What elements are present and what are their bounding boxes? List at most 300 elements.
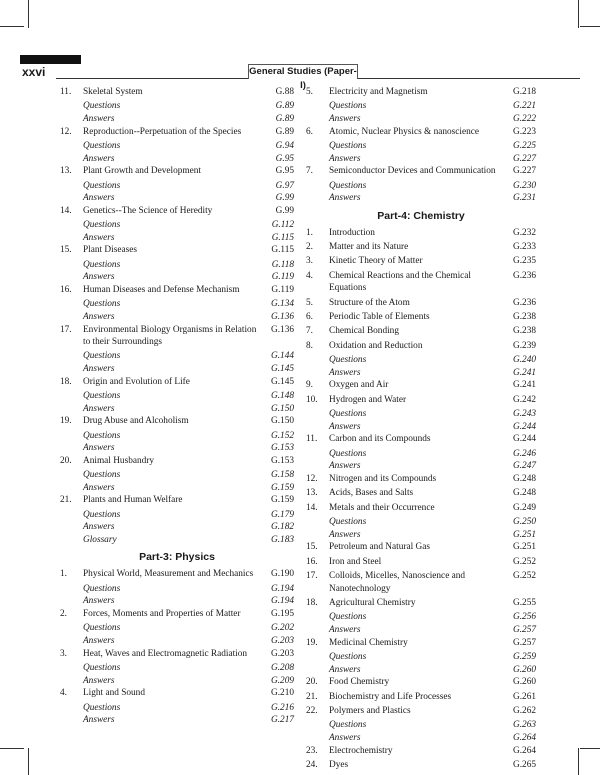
page-ref: G.223 — [513, 126, 536, 137]
chapter-title: Origin and Evolution of Life — [83, 376, 190, 387]
subentry-label: Answers — [329, 367, 361, 378]
chapter-number: 10. — [306, 394, 318, 405]
chapter-title: Hydrogen and Water — [329, 394, 407, 405]
toc-subentry[interactable] — [306, 448, 536, 460]
subentry-label: Questions — [83, 583, 121, 594]
chapter-title: Heat, Waves and Electromagnetic Radiation — [83, 648, 248, 659]
chapter-title: Metals and their Occurrence — [329, 502, 435, 513]
subentry-label: Questions — [329, 409, 367, 420]
toc-entry[interactable] — [60, 687, 294, 699]
subentry-label: Questions — [83, 509, 121, 520]
toc-entry[interactable] — [60, 455, 294, 467]
subentry-label: Questions — [83, 470, 121, 481]
page-ref: G.88 — [275, 87, 294, 97]
page-ref: G.134 — [271, 299, 294, 310]
page-ref: G.251 — [513, 542, 536, 553]
chapter-number: 3. — [60, 648, 67, 659]
toc-entry[interactable] — [306, 255, 536, 267]
subentry-label: Answers — [329, 461, 361, 472]
toc-subentry[interactable] — [60, 714, 294, 726]
toc-entry[interactable] — [306, 86, 536, 98]
subentry-label: Answers — [83, 272, 115, 283]
page-ref: G.227 — [513, 166, 536, 177]
page-ref: G.242 — [513, 394, 536, 405]
chapter-title: Drug Abuse and Alcoholism — [83, 416, 189, 427]
page-ref: G.119 — [271, 284, 294, 295]
toc-subentry[interactable] — [60, 140, 294, 152]
chapter-title: Human Diseases and Defense Mechanism — [83, 284, 240, 295]
chapter-title: Skeletal System — [83, 87, 143, 97]
chapter-title: Periodic Table of Elements — [329, 312, 430, 323]
section-heading-physics: Part-3: Physics — [139, 551, 215, 564]
toc-subentry[interactable] — [306, 421, 536, 433]
subentry-label: Answers — [329, 153, 361, 164]
page-ref: G.255 — [513, 598, 536, 609]
chapter-number: 24. — [306, 760, 318, 771]
chapter-title: Iron and Steel — [329, 556, 382, 567]
toc-entry[interactable] — [60, 284, 294, 296]
page-ref: G.202 — [271, 623, 294, 634]
page-ref: G.248 — [513, 488, 536, 499]
toc-subentry[interactable] — [60, 271, 294, 283]
chapter-number: 8. — [306, 340, 313, 351]
toc-entry[interactable] — [306, 227, 536, 239]
toc-entry[interactable] — [306, 165, 536, 177]
toc-entry[interactable] — [306, 676, 536, 688]
subentry-label: Answers — [83, 443, 115, 454]
page-ref: G.259 — [513, 652, 536, 663]
toc-subentry[interactable] — [306, 460, 536, 472]
chapter-number: 7. — [306, 166, 313, 177]
subentry-label: Answers — [83, 403, 115, 414]
toc-subentry[interactable] — [306, 192, 536, 204]
page-number: xxvi — [22, 65, 46, 79]
page-ref: G.153 — [271, 443, 294, 454]
toc-entry[interactable] — [60, 415, 294, 427]
toc-entry[interactable] — [306, 394, 536, 406]
toc-subentry[interactable] — [60, 298, 294, 310]
subentry-label: Questions — [83, 623, 121, 634]
section-heading-chemistry: Part-4: Chemistry — [377, 209, 465, 222]
page-ref: G.148 — [271, 390, 294, 401]
toc-subentry[interactable] — [60, 482, 294, 494]
chapter-title: Structure of the Atom — [329, 297, 410, 308]
page-ref: G.257 — [513, 637, 536, 648]
toc-subentry[interactable] — [60, 113, 294, 125]
chapter-title: Acids, Bases and Salts — [329, 488, 414, 499]
chapter-title: Biochemistry and Life Processes — [329, 691, 452, 702]
toc-entry[interactable] — [60, 126, 294, 138]
chapter-title: Plants and Human Welfare — [83, 495, 183, 506]
toc-subentry[interactable] — [306, 140, 536, 152]
chapter-number: 6. — [306, 126, 313, 137]
page-ref: G.261 — [513, 691, 536, 702]
page-ref: G.225 — [513, 141, 536, 151]
page-ref: G.231 — [513, 193, 536, 204]
toc-subentry[interactable] — [60, 403, 294, 415]
toc-entry[interactable] — [306, 691, 536, 703]
subentry-label: Glossary — [83, 534, 117, 545]
page-ref: G.89 — [275, 101, 294, 112]
subentry-label: Answers — [83, 232, 115, 243]
page-ref: G.209 — [271, 675, 294, 686]
toc-subentry[interactable] — [60, 662, 294, 674]
chapter-number: 7. — [306, 326, 313, 337]
page-ref: G.150 — [271, 403, 294, 414]
chapter-title: Chemical Reactions and the Chemical Equations — [329, 270, 471, 294]
subentry-label: Questions — [83, 390, 121, 401]
subentry-label: Answers — [83, 193, 115, 204]
toc-entry[interactable] — [306, 241, 536, 253]
chapter-number: 5. — [306, 297, 313, 308]
crop-mark — [580, 748, 600, 749]
page-ref: G.216 — [271, 702, 294, 713]
subentry-label: Answers — [83, 675, 115, 686]
page-ref: G.136 — [271, 311, 294, 322]
page-ref: G.152 — [271, 430, 294, 441]
page-ref: G.256 — [513, 612, 536, 623]
chapter-number: 9. — [306, 380, 313, 391]
toc-entry[interactable] — [306, 473, 536, 485]
chapter-number: 14. — [60, 205, 72, 216]
chapter-number: 2. — [60, 608, 67, 619]
chapter-number: 4. — [60, 688, 67, 699]
crop-mark — [578, 748, 579, 775]
chapter-number: 19. — [306, 637, 318, 648]
subentry-label: Answers — [83, 311, 115, 322]
toc-entry[interactable] — [60, 324, 294, 349]
page-ref: G.265 — [513, 760, 536, 771]
subentry-label: Questions — [83, 180, 121, 191]
toc-entry[interactable] — [60, 86, 294, 98]
page-ref: G.252 — [513, 571, 536, 582]
page-ref: G.246 — [513, 448, 536, 459]
toc-entry[interactable] — [60, 648, 294, 660]
toc-subentry[interactable] — [306, 516, 536, 528]
page-ref: G.195 — [271, 608, 294, 619]
chapter-title: Forces, Moments and Properties of Matter — [83, 608, 241, 619]
page-ref: G.222 — [513, 114, 536, 124]
page-ref: G.150 — [271, 416, 294, 427]
toc-subentry[interactable] — [60, 180, 294, 192]
page-ref: G.182 — [271, 522, 294, 533]
subentry-label: Questions — [83, 662, 121, 673]
page-ref: G.153 — [271, 455, 294, 466]
chapter-title: Reproduction--Perpetuation of the Species — [83, 126, 242, 137]
chapter-title: Plant Growth and Development — [83, 166, 201, 177]
page-ref: G.240 — [513, 355, 536, 366]
toc-right-column — [306, 86, 536, 773]
toc-left-column — [60, 86, 294, 727]
subentry-label: Answers — [83, 596, 115, 607]
chapter-title: Introduction — [329, 227, 375, 238]
toc-subentry[interactable] — [306, 113, 536, 125]
toc-entry[interactable] — [60, 205, 294, 217]
toc-subentry[interactable] — [60, 100, 294, 112]
page-ref: G.136 — [271, 324, 294, 335]
toc-subentry[interactable] — [60, 595, 294, 607]
toc-entry[interactable] — [60, 568, 294, 580]
page-ref: G.230 — [513, 180, 536, 191]
chapter-number: 11. — [306, 434, 318, 445]
page-ref: G.232 — [513, 227, 536, 238]
toc-entry[interactable] — [60, 376, 294, 388]
chapter-number: 6. — [306, 312, 313, 323]
toc-subentry[interactable] — [306, 611, 536, 623]
toc-subentry[interactable] — [306, 664, 536, 676]
page-ref: G.252 — [513, 556, 536, 567]
chapter-title: Light and Sound — [83, 688, 145, 699]
toc-entry[interactable] — [60, 165, 294, 177]
chapter-title: Oxygen and Air — [329, 380, 389, 391]
page-ref: G.94 — [275, 141, 294, 151]
page-ref: G.210 — [271, 688, 294, 699]
page-ref: G.158 — [271, 470, 294, 481]
chapter-title: Physical World, Measurement and Mechanics — [83, 569, 254, 580]
toc-subentry[interactable] — [60, 219, 294, 231]
chapter-number: 13. — [60, 166, 72, 177]
chapter-number: 21. — [306, 691, 318, 702]
subentry-label: Questions — [329, 141, 367, 151]
subentry-label: Questions — [329, 355, 367, 366]
toc-subentry[interactable] — [60, 622, 294, 634]
toc-subentry[interactable] — [306, 529, 536, 541]
toc-subentry[interactable] — [306, 624, 536, 636]
toc-subentry[interactable] — [60, 363, 294, 375]
page-ref: G.257 — [513, 625, 536, 636]
toc-entry[interactable] — [306, 270, 536, 295]
toc-entry[interactable] — [306, 297, 536, 309]
toc-subentry[interactable] — [306, 367, 536, 379]
chapter-number: 17. — [306, 571, 318, 582]
page-ref: G.194 — [271, 583, 294, 594]
toc-subentry[interactable] — [306, 354, 536, 366]
toc-subentry[interactable] — [60, 153, 294, 165]
toc-entry[interactable] — [306, 325, 536, 337]
toc-subentry[interactable] — [306, 651, 536, 663]
page-ref: G.119 — [271, 272, 294, 283]
chapter-title: Petroleum and Natural Gas — [329, 542, 430, 553]
toc-entry[interactable] — [60, 608, 294, 620]
chapter-number: 15. — [306, 542, 318, 553]
subentry-label: Questions — [329, 517, 367, 528]
subentry-label: Questions — [329, 652, 367, 663]
toc-entry[interactable] — [306, 340, 536, 352]
toc-entry[interactable] — [306, 570, 536, 595]
chapter-number: 19. — [60, 416, 72, 427]
page-ref: G.264 — [513, 733, 536, 744]
toc-entry[interactable] — [306, 379, 536, 391]
page-ref: G.144 — [271, 351, 294, 362]
subentry-label: Questions — [83, 299, 121, 310]
toc-subentry[interactable] — [60, 702, 294, 714]
chapter-number: 12. — [60, 126, 72, 137]
page-ref: G.236 — [513, 270, 536, 281]
page-ref: G.263 — [513, 720, 536, 731]
page-ref: G.262 — [513, 706, 536, 717]
page-ref: G.115 — [271, 232, 294, 243]
toc-subentry[interactable] — [60, 635, 294, 647]
chapter-number: 2. — [306, 242, 313, 252]
chapter-title: Genetics--The Science of Heredity — [83, 205, 213, 216]
page-ref: G.208 — [271, 662, 294, 673]
page-ref: G.260 — [513, 664, 536, 675]
chapter-title: Atomic, Nuclear Physics & nanoscience — [329, 126, 479, 137]
subentry-label: Answers — [83, 363, 115, 374]
page-ref: G.264 — [513, 745, 536, 756]
chapter-number: 1. — [306, 227, 313, 238]
toc-entry[interactable] — [306, 541, 536, 553]
subentry-label: Answers — [83, 482, 115, 493]
page-ref: G.249 — [513, 502, 536, 513]
chapter-number: 1. — [60, 569, 67, 580]
toc-subentry[interactable] — [306, 100, 536, 112]
subentry-label: Questions — [83, 430, 121, 441]
toc-subentry[interactable] — [60, 232, 294, 244]
page-ref: G.238 — [513, 312, 536, 323]
toc-subentry[interactable] — [306, 719, 536, 731]
chapter-number: 14. — [306, 502, 318, 513]
subentry-label: Questions — [329, 612, 367, 623]
chapter-title: Chemical Bonding — [329, 326, 399, 337]
crop-mark — [0, 748, 24, 749]
crop-mark — [28, 748, 29, 775]
page-ref: G.159 — [271, 495, 294, 506]
page-ref: G.247 — [513, 461, 536, 472]
page-ref: G.97 — [275, 180, 294, 191]
subentry-label: Questions — [83, 101, 121, 112]
toc-entry[interactable] — [306, 126, 536, 138]
toc-entry[interactable] — [306, 745, 536, 757]
page-ref: G.217 — [271, 715, 294, 726]
chapter-number: 12. — [306, 474, 318, 485]
toc-entry[interactable] — [306, 311, 536, 323]
page-ref: G.248 — [513, 474, 536, 485]
toc-subentry[interactable] — [60, 192, 294, 204]
subentry-label: Answers — [329, 114, 361, 124]
subentry-label: Questions — [83, 141, 121, 151]
chapter-title: Agricultural Chemistry — [329, 598, 416, 609]
toc-entry[interactable] — [306, 433, 536, 445]
page-ref: G.239 — [513, 340, 536, 351]
toc-chemistry-entries — [306, 227, 536, 772]
toc-subentry[interactable] — [60, 350, 294, 362]
header-bar — [20, 55, 81, 64]
subentry-label: Answers — [329, 193, 361, 204]
toc-subentry[interactable] — [306, 180, 536, 192]
subentry-label: Questions — [83, 259, 121, 270]
toc-entry[interactable] — [306, 705, 536, 717]
subentry-label: Questions — [329, 101, 367, 112]
page-ref: G.99 — [275, 205, 294, 216]
page-ref: G.115 — [271, 245, 294, 256]
toc-subentry[interactable] — [60, 469, 294, 481]
page-ref: G.95 — [275, 166, 294, 177]
toc-entry[interactable] — [60, 494, 294, 506]
page-ref: G.194 — [271, 596, 294, 607]
subentry-label: Questions — [329, 720, 367, 731]
subentry-label: Answers — [329, 529, 361, 540]
toc-entry[interactable] — [60, 244, 294, 256]
toc-subentry[interactable] — [60, 390, 294, 402]
chapter-number: 20. — [306, 677, 318, 688]
chapter-title: Medicinal Chemistry — [329, 637, 408, 648]
page-ref: G.203 — [271, 635, 294, 646]
chapter-title: Kinetic Theory of Matter — [329, 256, 423, 267]
page-ref: G.235 — [513, 256, 536, 267]
subentry-label: Questions — [83, 351, 121, 362]
toc-entry[interactable] — [306, 502, 536, 514]
toc-entry[interactable] — [306, 556, 536, 568]
page-ref: G.95 — [275, 153, 294, 164]
toc-subentry[interactable] — [306, 153, 536, 165]
toc-subentry[interactable] — [60, 521, 294, 533]
chapter-number: 16. — [306, 556, 318, 567]
page-ref: G.236 — [513, 297, 536, 308]
chapter-title: Food Chemistry — [329, 677, 390, 688]
toc-subentry[interactable] — [60, 509, 294, 521]
chapter-title: Semiconductor Devices and Communication — [329, 166, 496, 177]
page-ref: G.190 — [271, 569, 294, 580]
chapter-title: Environmental Biology Organisms in Relation to their Surroundings — [83, 324, 257, 347]
page-ref: G.203 — [271, 648, 294, 659]
chapter-number: 17. — [60, 324, 72, 335]
toc-subentry[interactable] — [306, 732, 536, 744]
page-ref: G.145 — [271, 376, 294, 387]
toc-subentry[interactable] — [60, 430, 294, 442]
chapter-number: 4. — [306, 270, 313, 281]
chapter-title: Matter and its Nature — [329, 242, 409, 252]
toc-subentry[interactable] — [60, 442, 294, 454]
subentry-label: Answers — [83, 715, 115, 726]
toc-subentry[interactable] — [306, 408, 536, 420]
crop-mark — [0, 26, 24, 27]
chapter-number: 13. — [306, 488, 318, 499]
toc-entry[interactable] — [306, 487, 536, 499]
toc-subentry[interactable] — [60, 259, 294, 271]
book-title: General Studies (Paper-I) — [249, 66, 357, 91]
chapter-number: 11. — [60, 87, 72, 97]
subentry-label: Answers — [329, 421, 361, 432]
chapter-number: 15. — [60, 245, 72, 256]
toc-entry[interactable] — [306, 637, 536, 649]
chapter-number: 18. — [306, 598, 318, 609]
subentry-label: Questions — [329, 180, 367, 191]
page-ref: G.221 — [513, 101, 536, 112]
page-ref: G.99 — [275, 193, 294, 204]
subentry-label: Questions — [83, 702, 121, 713]
toc-subentry[interactable] — [60, 534, 294, 546]
subentry-label: Answers — [329, 733, 361, 744]
toc-entry[interactable] — [306, 597, 536, 609]
toc-subentry[interactable] — [60, 675, 294, 687]
crop-mark — [578, 0, 579, 28]
page-ref: G.243 — [513, 409, 536, 420]
toc-entry[interactable] — [306, 759, 536, 771]
chapter-title: Plant Diseases — [83, 245, 137, 256]
chapter-title: Dyes — [329, 760, 349, 771]
chapter-number: 18. — [60, 376, 72, 387]
chapter-number: 23. — [306, 745, 318, 756]
toc-physics-entries — [60, 568, 294, 726]
toc-left-entries — [60, 86, 294, 546]
toc-subentry[interactable] — [60, 583, 294, 595]
subentry-label: Answers — [329, 664, 361, 675]
chapter-number: 22. — [306, 706, 318, 717]
crop-mark — [580, 26, 600, 27]
toc-subentry[interactable] — [60, 311, 294, 323]
subentry-label: Answers — [329, 625, 361, 636]
